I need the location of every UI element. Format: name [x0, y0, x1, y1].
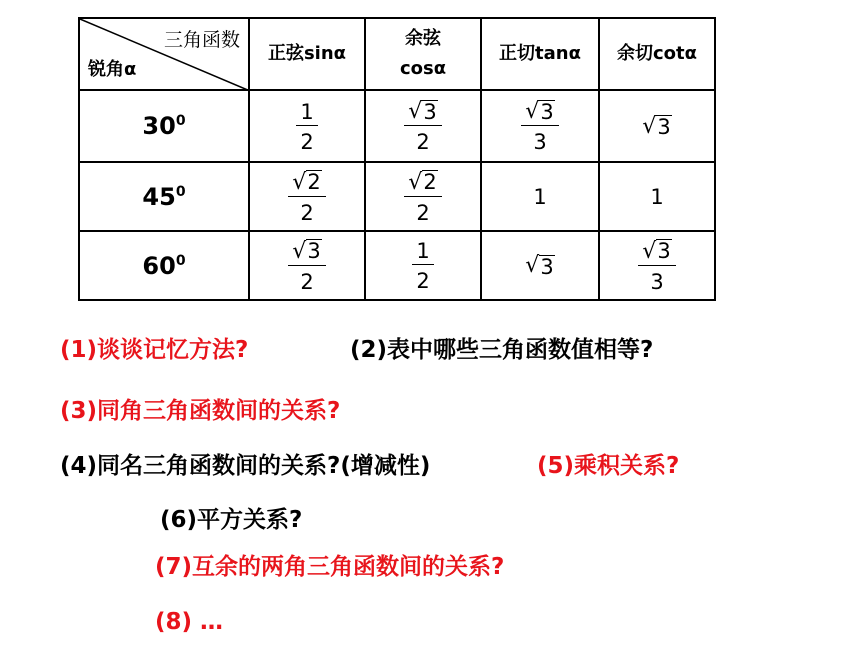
- table-header-row: [79, 18, 715, 90]
- tan-45: 1: [481, 162, 599, 231]
- cot-30: √ 3: [599, 90, 715, 162]
- question-1: (1)谈谈记忆方法?: [60, 337, 249, 363]
- angle-60: $60^0$: [79, 231, 249, 300]
- question-7: (7)互余的两角三角函数间的关系?: [155, 554, 505, 580]
- question-4: (4)同名三角函数间的关系?(增减性): [60, 453, 431, 479]
- question-8: (8) …: [155, 609, 224, 635]
- corner-function-label: 三角函数: [163, 29, 240, 51]
- trig-values-table: [78, 17, 716, 301]
- cos-45: √ 2 2: [365, 162, 481, 231]
- sin-45: √ 2 2: [249, 162, 365, 231]
- corner-header-cell: [79, 18, 249, 90]
- cot-45: 1: [599, 162, 715, 231]
- corner-angle-label: 锐角α: [88, 59, 137, 80]
- header-tan: 正切tanα: [481, 18, 599, 90]
- cot-60: √ 3 3: [599, 231, 715, 300]
- header-cot: 余切cotα: [599, 18, 715, 90]
- header-sin: 正弦sinα: [249, 18, 365, 90]
- table-row-60: [79, 231, 715, 300]
- question-2: (2)表中哪些三角函数值相等?: [350, 337, 654, 363]
- header-cos: 余弦 cosα: [365, 18, 481, 90]
- question-3: (3)同角三角函数间的关系?: [60, 398, 341, 424]
- tan-30: √ 3 3: [481, 90, 599, 162]
- question-5: (5)乘积关系?: [537, 453, 680, 479]
- question-6: (6)平方关系?: [160, 507, 303, 533]
- table-row-45: [79, 162, 715, 231]
- sin-60: √ 3 2: [249, 231, 365, 300]
- tan-60: √ 3: [481, 231, 599, 300]
- cos-60: $\frac{1}{2}$: [365, 231, 481, 300]
- angle-30: $30^0$: [79, 90, 249, 162]
- table-row-30: [79, 90, 715, 162]
- angle-45: $45^0$: [79, 162, 249, 231]
- cos-30: √ 3 2: [365, 90, 481, 162]
- sin-30: $\frac{1}{2}$: [249, 90, 365, 162]
